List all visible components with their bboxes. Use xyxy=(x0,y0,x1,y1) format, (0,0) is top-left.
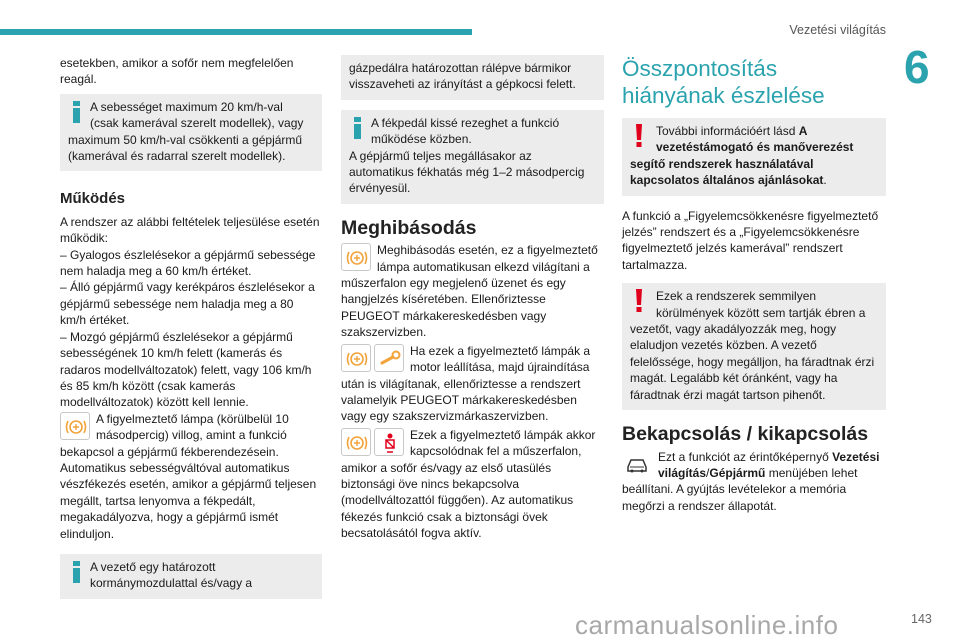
column-2 xyxy=(341,55,604,542)
section-heading-line-1: Összpontosítás xyxy=(622,56,778,81)
warning-note xyxy=(622,118,886,196)
body-paragraph: – Gyalogos észlelésekor a gépjármű sebessége nem haladja meg a 60 km/h értéket. xyxy=(60,247,316,279)
intro-text: esetekben, amikor a sofőr nem megfelelően reagál. xyxy=(60,56,294,87)
header-accent-bar xyxy=(0,29,472,35)
collision-warning-lamp-icon xyxy=(60,412,90,440)
body-paragraph: – Mozgó gépjármű észlelésekor a gépjármű sebességének 10 km/h felett (kamerás és radaros modellváltozatok) felett, vagy 106 km/h és 85 km/h között (csak kamerás modellváltozatok) között kell lennie. xyxy=(60,329,312,410)
car-screen-icon xyxy=(622,450,652,478)
heading-meghibasodas: Meghibásodás xyxy=(341,216,477,239)
warning-note xyxy=(622,283,886,410)
toggle-paragraph xyxy=(622,449,886,515)
collision-warning-lamp-icon xyxy=(341,428,371,456)
toggle-text: Ezt a funkciót az érintőképernyő Vezetési világítás/Gépjármű menüjében lehet xyxy=(658,449,880,480)
fault-text-cont: után is világítanak, ellenőriztesse a rendszert valamelyik PEUGEOT márkakereskedésben vagy egy szakszervizmárkaszervizben. xyxy=(341,376,581,424)
warning-text: További információért lásd A xyxy=(656,124,808,138)
collision-warning-lamp-icon xyxy=(341,344,371,372)
fault-text-cont: amikor a sofőr és/vagy az első utasülés biztonsági öve nincs bekapcsolva (modellváltozattól függően). Az automatikus fékezés funkció csak a biztonsági övek becsatolásától fogva aktív. xyxy=(341,460,574,541)
info-note-continued xyxy=(341,55,604,100)
column-3 xyxy=(622,55,886,514)
fault-paragraph-2 xyxy=(341,343,604,425)
warning-text-cont: vezetéstámogató és manőverezést segítő rendszerek használatával kapcsolatos általános ajánlásokat. xyxy=(630,140,854,188)
toggle-text-cont: beállítani. A gyújtás levételekor a memória megőrzi a rendszer állapotát. xyxy=(622,482,847,513)
info-icon xyxy=(73,101,80,127)
fault-paragraph-3 xyxy=(341,427,604,542)
section-title: Vezetési világítás xyxy=(789,23,886,37)
section-heading-line-2: hiányának észlelése xyxy=(622,83,825,108)
fault-text: Ezek a figyelmeztető lámpák akkor kapcsolódnak fel a műszerfalon, xyxy=(410,427,596,459)
info-note xyxy=(60,554,322,599)
body-paragraph: A rendszer az alábbi feltételek teljesülése esetén működik: xyxy=(60,214,320,246)
note-text-cont: A gépjármű teljes megállásakor az automatikus fékhatás még 1–2 másodpercig érvényesül. xyxy=(349,148,585,196)
note-text: A vezető egy határozott kormánymozdulattal és/vagy a xyxy=(90,559,253,591)
note-text: A sebességet maximum 20 km/h-val (csak kamerával szerelt modellek), vagy xyxy=(90,99,304,131)
service-wrench-lamp-icon xyxy=(374,344,404,372)
fault-text-cont: műszerfalon egy megjelenő üzenet és egy hangjelzés kíséretében. Ellenőriztesse PEUGEOT márkakereskedésben vagy szakszervizben. xyxy=(341,276,566,340)
body-paragraph: A funkció a „Figyelemcsökkenésre figyelmeztető jelzés” rendszert és a „Figyelemcsökkenésre figyelmeztető jelzés kamerával” rendszert tartalmazza. xyxy=(622,208,879,272)
heading-mukodes: Működés xyxy=(60,190,126,208)
collision-warning-lamp-icon xyxy=(341,243,371,271)
column-1 xyxy=(60,55,322,599)
heading-bekapcsolas: Bekapcsolás / kikapcsolás xyxy=(622,423,869,446)
warning-icon xyxy=(635,124,643,152)
info-note xyxy=(341,110,604,204)
fault-paragraph-1 xyxy=(341,242,604,340)
info-icon xyxy=(73,561,80,587)
note-text: gázpedálra határozottan rálépve bármikor visszaveheti az irányítást a gépkocsi felett. xyxy=(349,61,576,92)
seatbelt-lamp-icon xyxy=(374,428,404,456)
mukodes-body xyxy=(60,214,322,411)
note-text-cont: maximum 50 km/h-val csökkenti a gépjármű (kamerával és radarral szerelt modellek). xyxy=(68,132,303,164)
fault-text: Ha ezek a figyelmeztető lámpák a motor leállítása, majd újraindítása xyxy=(410,343,591,375)
lamp-paragraph xyxy=(60,411,322,542)
warning-icon xyxy=(635,289,643,317)
info-note xyxy=(60,94,322,172)
lamp-text: A figyelmeztető lámpa (körülbelül 10 másodpercig) villog, amint a funkció xyxy=(96,411,289,443)
fault-text: Meghibásodás esetén, ez a figyelmeztető lámpa automatikusan elkezd világítani a xyxy=(377,243,598,274)
page-number: 143 xyxy=(911,612,932,626)
note-text: A fékpedál kissé rezeghet a funkció működése közben. xyxy=(371,115,560,147)
lamp-text-cont: bekapcsol a gépjármű fékberendezésein. Automatikus sebességváltóval automatikus vészfékezés esetén, amikor a gépjármű teljesen megállt, tartsa lenyomva a fékpedált, megakadályozva, hogy a gépjármű ismét elinduljon. xyxy=(60,444,317,541)
warning-text-cont: vezetőt, vagy akadályozzák meg, hogy elaludjon vezetés közben. A vezető felelőssége, hogy megálljon, ha fáradtnak érzi magát. Legalább két óránként, vagy ha fáradtnak érzi magát tartson pihenőt. xyxy=(630,322,875,402)
chapter-number: 6 xyxy=(904,41,930,93)
body-paragraph: – Álló gépjármű vagy kerékpáros észlelésekor a gépjármű sebessége nem haladja meg a 80 km/h értéket. xyxy=(60,280,315,328)
warning-text: Ezek a rendszerek semmilyen körülmények között sem tartják ébren a xyxy=(656,289,866,320)
watermark: carmanualsonline.info xyxy=(575,610,839,640)
info-icon xyxy=(354,117,361,143)
